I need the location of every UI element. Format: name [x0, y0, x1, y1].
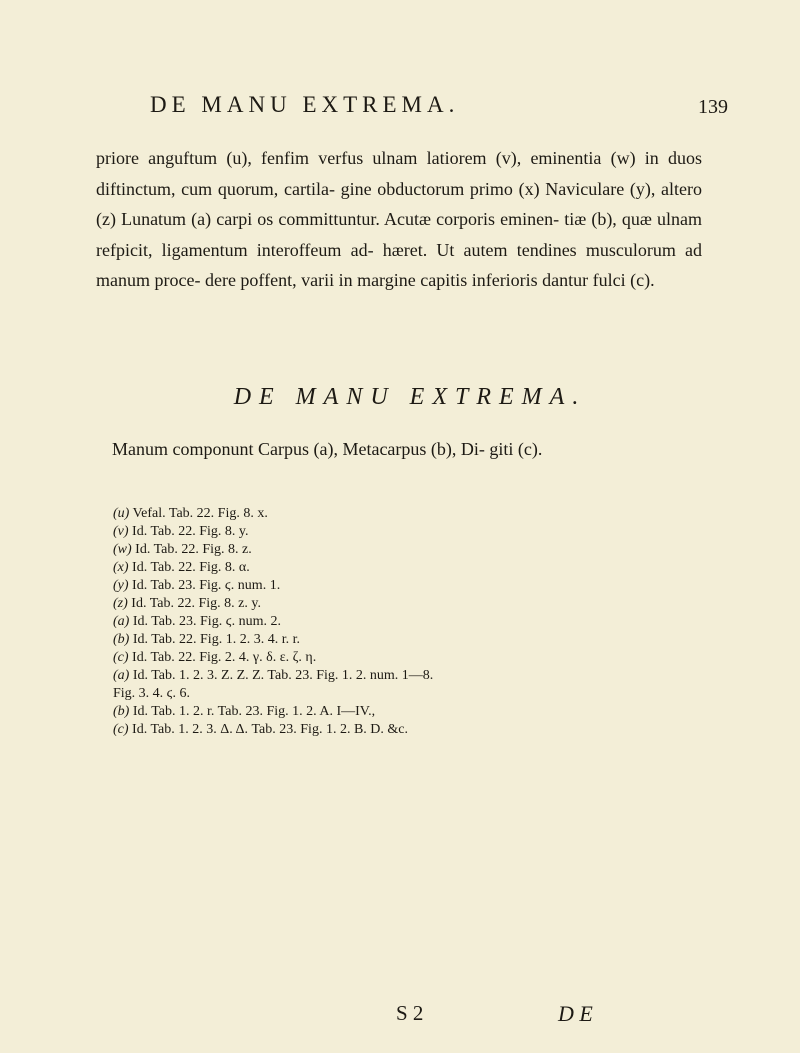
catchword: D E — [558, 1001, 593, 1026]
footnote: (w) Id. Tab. 22. Fig. 8. z. — [113, 542, 252, 557]
footnotes — [113, 505, 733, 739]
signature-mark: S 2 — [396, 1001, 424, 1025]
footnote: (y) Id. Tab. 23. Fig. ϛ. num. 1. — [113, 578, 281, 593]
running-head: DE MANU EXTREMA. — [150, 92, 460, 117]
footnote: (b) Id. Tab. 22. Fig. 1. 2. 3. 4. r. r. — [113, 632, 300, 647]
footnote: (b) Id. Tab. 1. 2. r. Tab. 23. Fig. 1. 2. A. I—IV., — [113, 704, 376, 719]
footnote: (z) Id. Tab. 22. Fig. 8. z. y. — [113, 596, 261, 611]
footnote: (a) Id. Tab. 23. Fig. ϛ. num. 2. — [113, 614, 281, 629]
footnote: (c) Id. Tab. 22. Fig. 2. 4. γ. δ. ε. ζ. η. — [113, 650, 317, 665]
page-number: 139 — [698, 96, 728, 118]
footnote: (c) Id. Tab. 1. 2. 3. Δ. Δ. Tab. 23. Fig. 1. 2. B. D. &c. — [113, 722, 408, 737]
paragraph-2: Manum componunt Carpus (a), Metacarpus (b), Di- giti (c). — [112, 439, 543, 459]
footnote: (a) Id. Tab. 1. 2. 3. Z. Z. Z. Tab. 23. Fig. 1. 2. num. 1—8. — [113, 668, 434, 683]
footnote: (u) Vefal. Tab. 22. Fig. 8. x. — [113, 506, 268, 521]
paragraph-1: priore anguftum (u), fenfim verfus ulnam latiorem (v), eminentia (w) in duos diftinctum, cum quorum, cartila- gine obductorum primo (x) Naviculare (y), altero (z) Lunatum (a) carpi os committuntur. Acutæ corporis eminen- tiæ (b), quæ ulnam refpicit, ligamentum interoffeum ad- hæret. Ut autem tendines musculorum ad manum proce- dere poffent, varii in margine capitis inferioris dantur fulci (c). — [96, 148, 702, 290]
footnote: (v) Id. Tab. 22. Fig. 8. y. — [113, 524, 249, 539]
section-heading: DE MANU EXTREMA. — [233, 384, 587, 410]
footnote-continuation: Fig. 3. 4. ϛ. 6. — [113, 686, 191, 701]
footnote: (x) Id. Tab. 22. Fig. 8. α. — [113, 560, 250, 575]
